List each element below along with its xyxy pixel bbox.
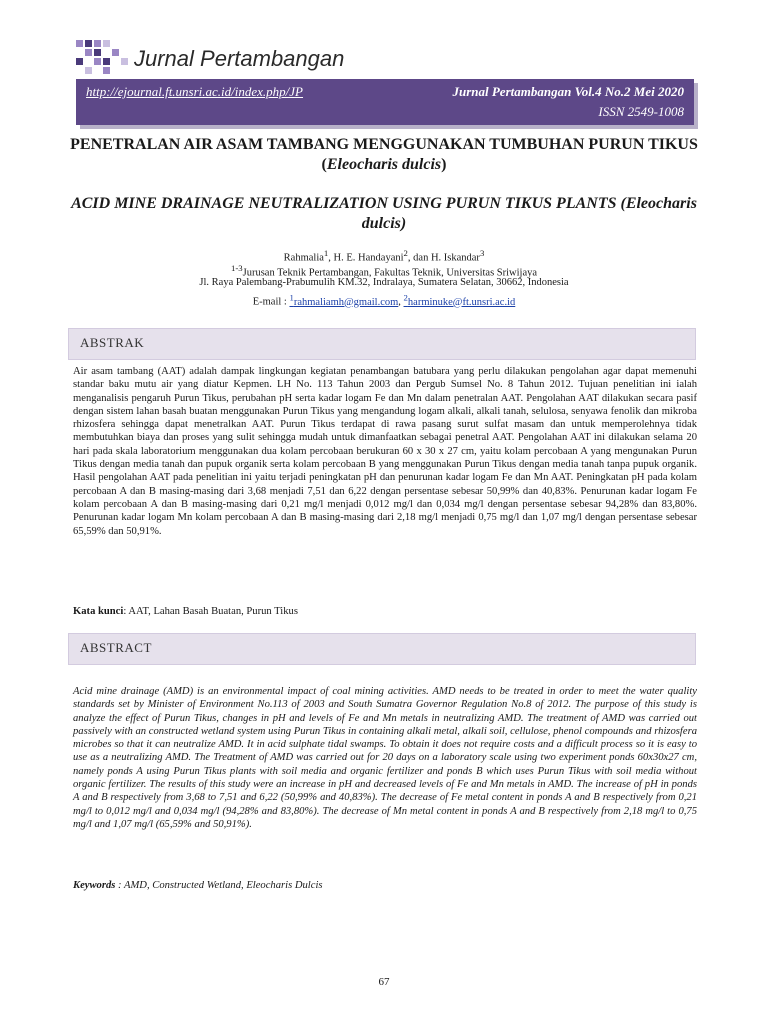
- journal-banner: [76, 79, 694, 125]
- paper-title-indonesian: [60, 135, 708, 175]
- abstrak-text: Air asam tambang (AAT) adalah dampak lingkungan kegiatan penambangan batubara yang perlu dilakukan pengolahan agar dapat memenuhi standar baku mutu air yang diatur Kepmen. LH No. 113 Tahun 2003 dan Pergub Sumsel No. 8 Tahun 2012. Tujuan penelitian ini ialah menganalisis pengaruh Purun Tikus, perubahan pH serta kadar logam Fe dan Mn dalam penetralan AAT. Pengolahan AAT dilakukan secara pasif dengan sistem lahan basah buatan menggunakan Purun Tikus yang mengandung logam alkali, alkali tanah, selulosa, senyawa fenolik dan mikroba rhizosfera sehingga dapat menetralkan AAT. Purun Tikus terdapat di rawa pasang surut sulfat masam dan untuk memperolehnya tidak membutuhkan biaya dan proses yang sulit sehingga mudah untuk dimanfaatkan sebagai penetral AAT. Pengolahan AAT ini dilakukan selama 20 hari pada skala laboratorium menggunakan dua kolam percobaan berukuran 60 x 30 x 27 cm, yaitu kolam percobaan A yang mengunakan Purun Tikus dengan media tanah dan pupuk organik serta kolam percobaan B yang menggunakan Purun Tikus dengan media tanah tanpa pupuk organik. Hasil pengolahan AAT pada penelitian ini yaitu terjadi peningkatan pH dan penurunan kadar logam Fe dan Mn AAT. Peningkatan pH pada kolam percobaan A dan B masing-masing dari 3,68 menjadi 7,51 dan 6,22 dengan persentase sebesar 50,99% dan 40,83%. Penurunan kadar logam Fe kolam percobaan A dan B masing-masing dari 0,21 mg/l menjadi 0,012 mg/l dan 0,034 mg/l dengan persentase sebesar 94,28% dan 83,80%. Penurunan kadar logam Mn kolam percobaan A dan B masing-masing dari 2,18 mg/l menjadi 0,75 mg/l dan 1,07 mg/l dengan persentase sebesar 65,59% dan 50,91%.: [73, 366, 697, 537]
- author-1: Rahmalia: [283, 252, 324, 264]
- journal-issue: Jurnal Pertambangan Vol.4 No.2 Mei 2020: [452, 84, 684, 99]
- abstract-heading-bar: [68, 633, 696, 665]
- journal-issn: ISSN 2549-1008: [598, 104, 684, 119]
- journal-logo: [76, 40, 130, 74]
- paper-title-english: [60, 194, 708, 234]
- author-3-sup: 3: [479, 248, 485, 258]
- keywords-label: Keywords: [73, 880, 116, 891]
- author-2: , H. E. Handayani: [328, 252, 404, 264]
- journal-name: Jurnal Pertambangan: [134, 46, 345, 71]
- email-2-text: harminuke@ft.unsri.ac.id: [407, 296, 516, 308]
- abstrak-heading: ABSTRAK: [80, 335, 145, 350]
- title-en-main: ACID MINE DRAINAGE NEUTRALIZATION USING PURUN TIKUS PLANTS (: [71, 195, 626, 212]
- affiliation-sup: 1-3: [230, 263, 243, 273]
- keywords-values: : AMD, Constructed Wetland, Eleocharis Dulcis: [115, 880, 323, 891]
- abstrak-heading-bar: [68, 328, 696, 360]
- affiliation-text: Jurusan Teknik Pertambangan, Fakultas Teknik, Universitas Sriwijaya: [242, 267, 538, 279]
- email-1-sup: 1: [289, 292, 294, 302]
- kata-kunci-values: : AAT, Lahan Basah Buatan, Purun Tikus: [123, 606, 298, 617]
- title-en-close: ): [400, 215, 407, 232]
- email-label: E-mail :: [252, 296, 290, 308]
- email-link-1[interactable]: [289, 292, 399, 308]
- author-3: , dan H. Iskandar: [407, 252, 480, 264]
- kata-kunci: [73, 606, 298, 617]
- author-2-sup: 2: [403, 248, 408, 258]
- email-2-sup: 2: [403, 292, 408, 302]
- author-1-sup: 1: [323, 248, 329, 258]
- address: Jl. Raya Palembang-Prabumulih KM.32, Indralaya, Sumatera Selatan, 30662, Indonesia: [199, 277, 569, 288]
- email-separator: ,: [398, 296, 404, 308]
- abstract-heading: ABSTRACT: [80, 640, 152, 655]
- title-id-species: Eleocharis dulcis: [326, 156, 442, 173]
- keywords: [73, 880, 323, 891]
- title-id-close: ): [441, 156, 447, 173]
- abstract-text: Acid mine drainage (AMD) is an environmental impact of coal mining activities. AMD needs to be treated in order to meet the water quality standards set by Minister of Environment No.113 of 2003 and South Sumatra Governor Regulation No.8 of 2012. The purpose of this study is analyze the effect of Purun Tikus, changes in pH and levels of Fe and Mn metals in neutralizing AMD. The treatment of AMD was carried out passively with an constructed wetland system using Purun Tikus in containing alkali metal, alkali soil, cellulose, phenol compounds and rhizosfera microbes so that it can neutralize AMD. It in acid sulphate tidal swamps. To obtain it does not require costs and a difficult process so it is easy to use as a neutralizing AMD. The Treatment of AMD was carried out for 20 days on a laboratory scale using two experiment ponds 60x30x27 cm, namely ponds A using Purun Tikus plants with soil media and organic fertilizer and ponds B which uses Purun Tikus with soil media without organic fertilizer. The results of this study were an increase in pH and decreased levels of Fe and Mn metals in AMD. The increase of pH in ponds A and B respectively from 3,68 to 7,51 and 6,22 (50,99% and 40,83%). The decrease of Fe metal content in ponds A and B respectively from 0,21 mg/l to 0,012 mg/l and 0,034 mg/l (94,28% and 83,80%). The decrease of Mn metal content in ponds A and B respectively from 2,18 mg/l to 0,75 mg/l and 1,07 mg/l (65,59% and 50,91%).: [73, 686, 697, 830]
- page-number: 67: [378, 976, 390, 988]
- email-line: [60, 290, 708, 310]
- title-id-main: PENETRALAN AIR ASAM TAMBANG MENGGUNAKAN TUMBUHAN PURUN TIKUS (: [70, 136, 698, 173]
- email-1-text: rahmaliamh@gmail.com: [293, 296, 399, 308]
- email-link-2[interactable]: [403, 292, 516, 308]
- title-en-species: Eleocharis dulcis: [361, 195, 697, 232]
- journal-url-link[interactable]: http://ejournal.ft.unsri.ac.id/index.php/JP: [86, 84, 304, 99]
- kata-kunci-label: Kata kunci: [73, 606, 124, 617]
